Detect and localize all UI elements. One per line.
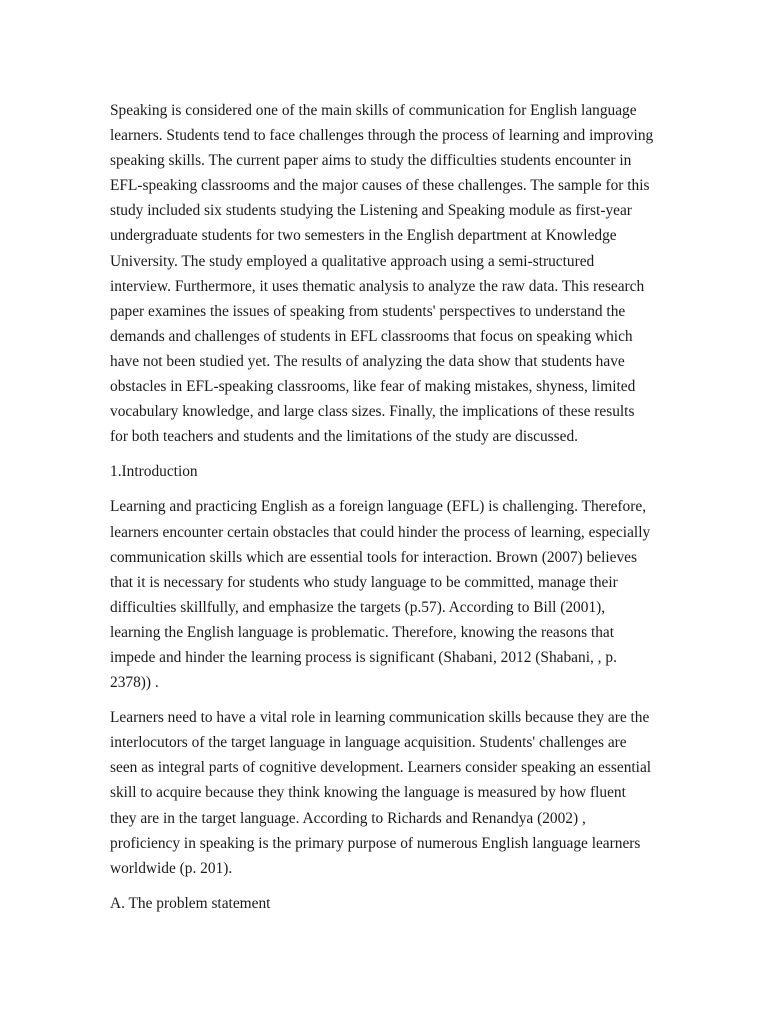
text-line: impede and hinder the learning process is significant (Shabani, 2012 (Shabani, , p.	[110, 648, 617, 666]
text-line: learning the English language is problematic. Therefore, knowing the reasons that	[110, 623, 615, 641]
text-line: proficiency in speaking is the primary purpose of numerous English language learners	[110, 834, 641, 852]
text-line: obstacles in EFL-speaking classrooms, like fear of making mistakes, shyness, limited	[110, 378, 636, 396]
text-line: study included six students studying the Listening and Speaking module as first-year	[110, 202, 632, 220]
document-page	[110, 98, 662, 926]
text-line: learners encounter certain obstacles that could hinder the process of learning, especially	[110, 523, 651, 541]
text-line: vocabulary knowledge, and large class sizes. Finally, the implications of these results	[110, 403, 635, 421]
text-line: speaking skills. The current paper aims to study the difficulties students encounter in	[110, 152, 632, 170]
text-line: learners. Students tend to face challenges through the process of learning and improving	[110, 127, 654, 145]
text-line: paper examines the issues of speaking from students' perspectives to understand the	[110, 302, 626, 320]
text-line: EFL-speaking classrooms and the major causes of these challenges. The sample for this	[110, 177, 650, 195]
text-line: interlocutors of the target language in language acquisition. Students' challenges are	[110, 734, 627, 752]
introduction-paragraph-1	[110, 494, 662, 695]
introduction-paragraph-2	[110, 705, 662, 881]
section-heading-problem-statement: A. The problem statement	[110, 894, 271, 912]
text-line: that it is necessary for students who study language to be committed, manage their	[110, 573, 618, 591]
text-line: demands and challenges of students in EFL classrooms that focus on speaking which	[110, 327, 633, 345]
text-line: seen as integral parts of cognitive development. Learners consider speaking an essential	[110, 759, 652, 777]
text-line: Speaking is considered one of the main skills of communication for English language	[110, 102, 637, 119]
text-line: Learning and practicing English as a foreign language (EFL) is challenging. Therefore,	[110, 498, 647, 516]
text-line: Learners need to have a vital role in learning communication skills because they are the	[110, 709, 650, 727]
text-line: interview. Furthermore, it uses thematic analysis to analyze the raw data. This research	[110, 277, 645, 295]
text-line: they are in the target language. According to Richards and Renandya (2002) ,	[110, 809, 586, 827]
text-line: have not been studied yet. The results of analyzing the data show that students have	[110, 352, 625, 370]
text-line: worldwide (p. 201).	[110, 859, 233, 877]
text-line: difficulties skillfully, and emphasize the targets (p.57). According to Bill (2001),	[110, 598, 606, 616]
text-line: undergraduate students for two semesters in the English department at Knowledge	[110, 227, 617, 245]
text-line: 2378)) .	[110, 674, 159, 692]
text-line: University. The study employed a qualitative approach using a semi-structured	[110, 252, 595, 270]
section-heading-introduction: 1.Introduction	[110, 463, 198, 481]
text-line: communication skills which are essential tools for interaction. Brown (2007) believes	[110, 548, 638, 566]
text-line: skill to acquire because they think knowing the language is measured by how fluent	[110, 784, 626, 802]
abstract-paragraph	[110, 98, 662, 449]
text-line: for both teachers and students and the limitations of the study are discussed.	[110, 428, 579, 446]
